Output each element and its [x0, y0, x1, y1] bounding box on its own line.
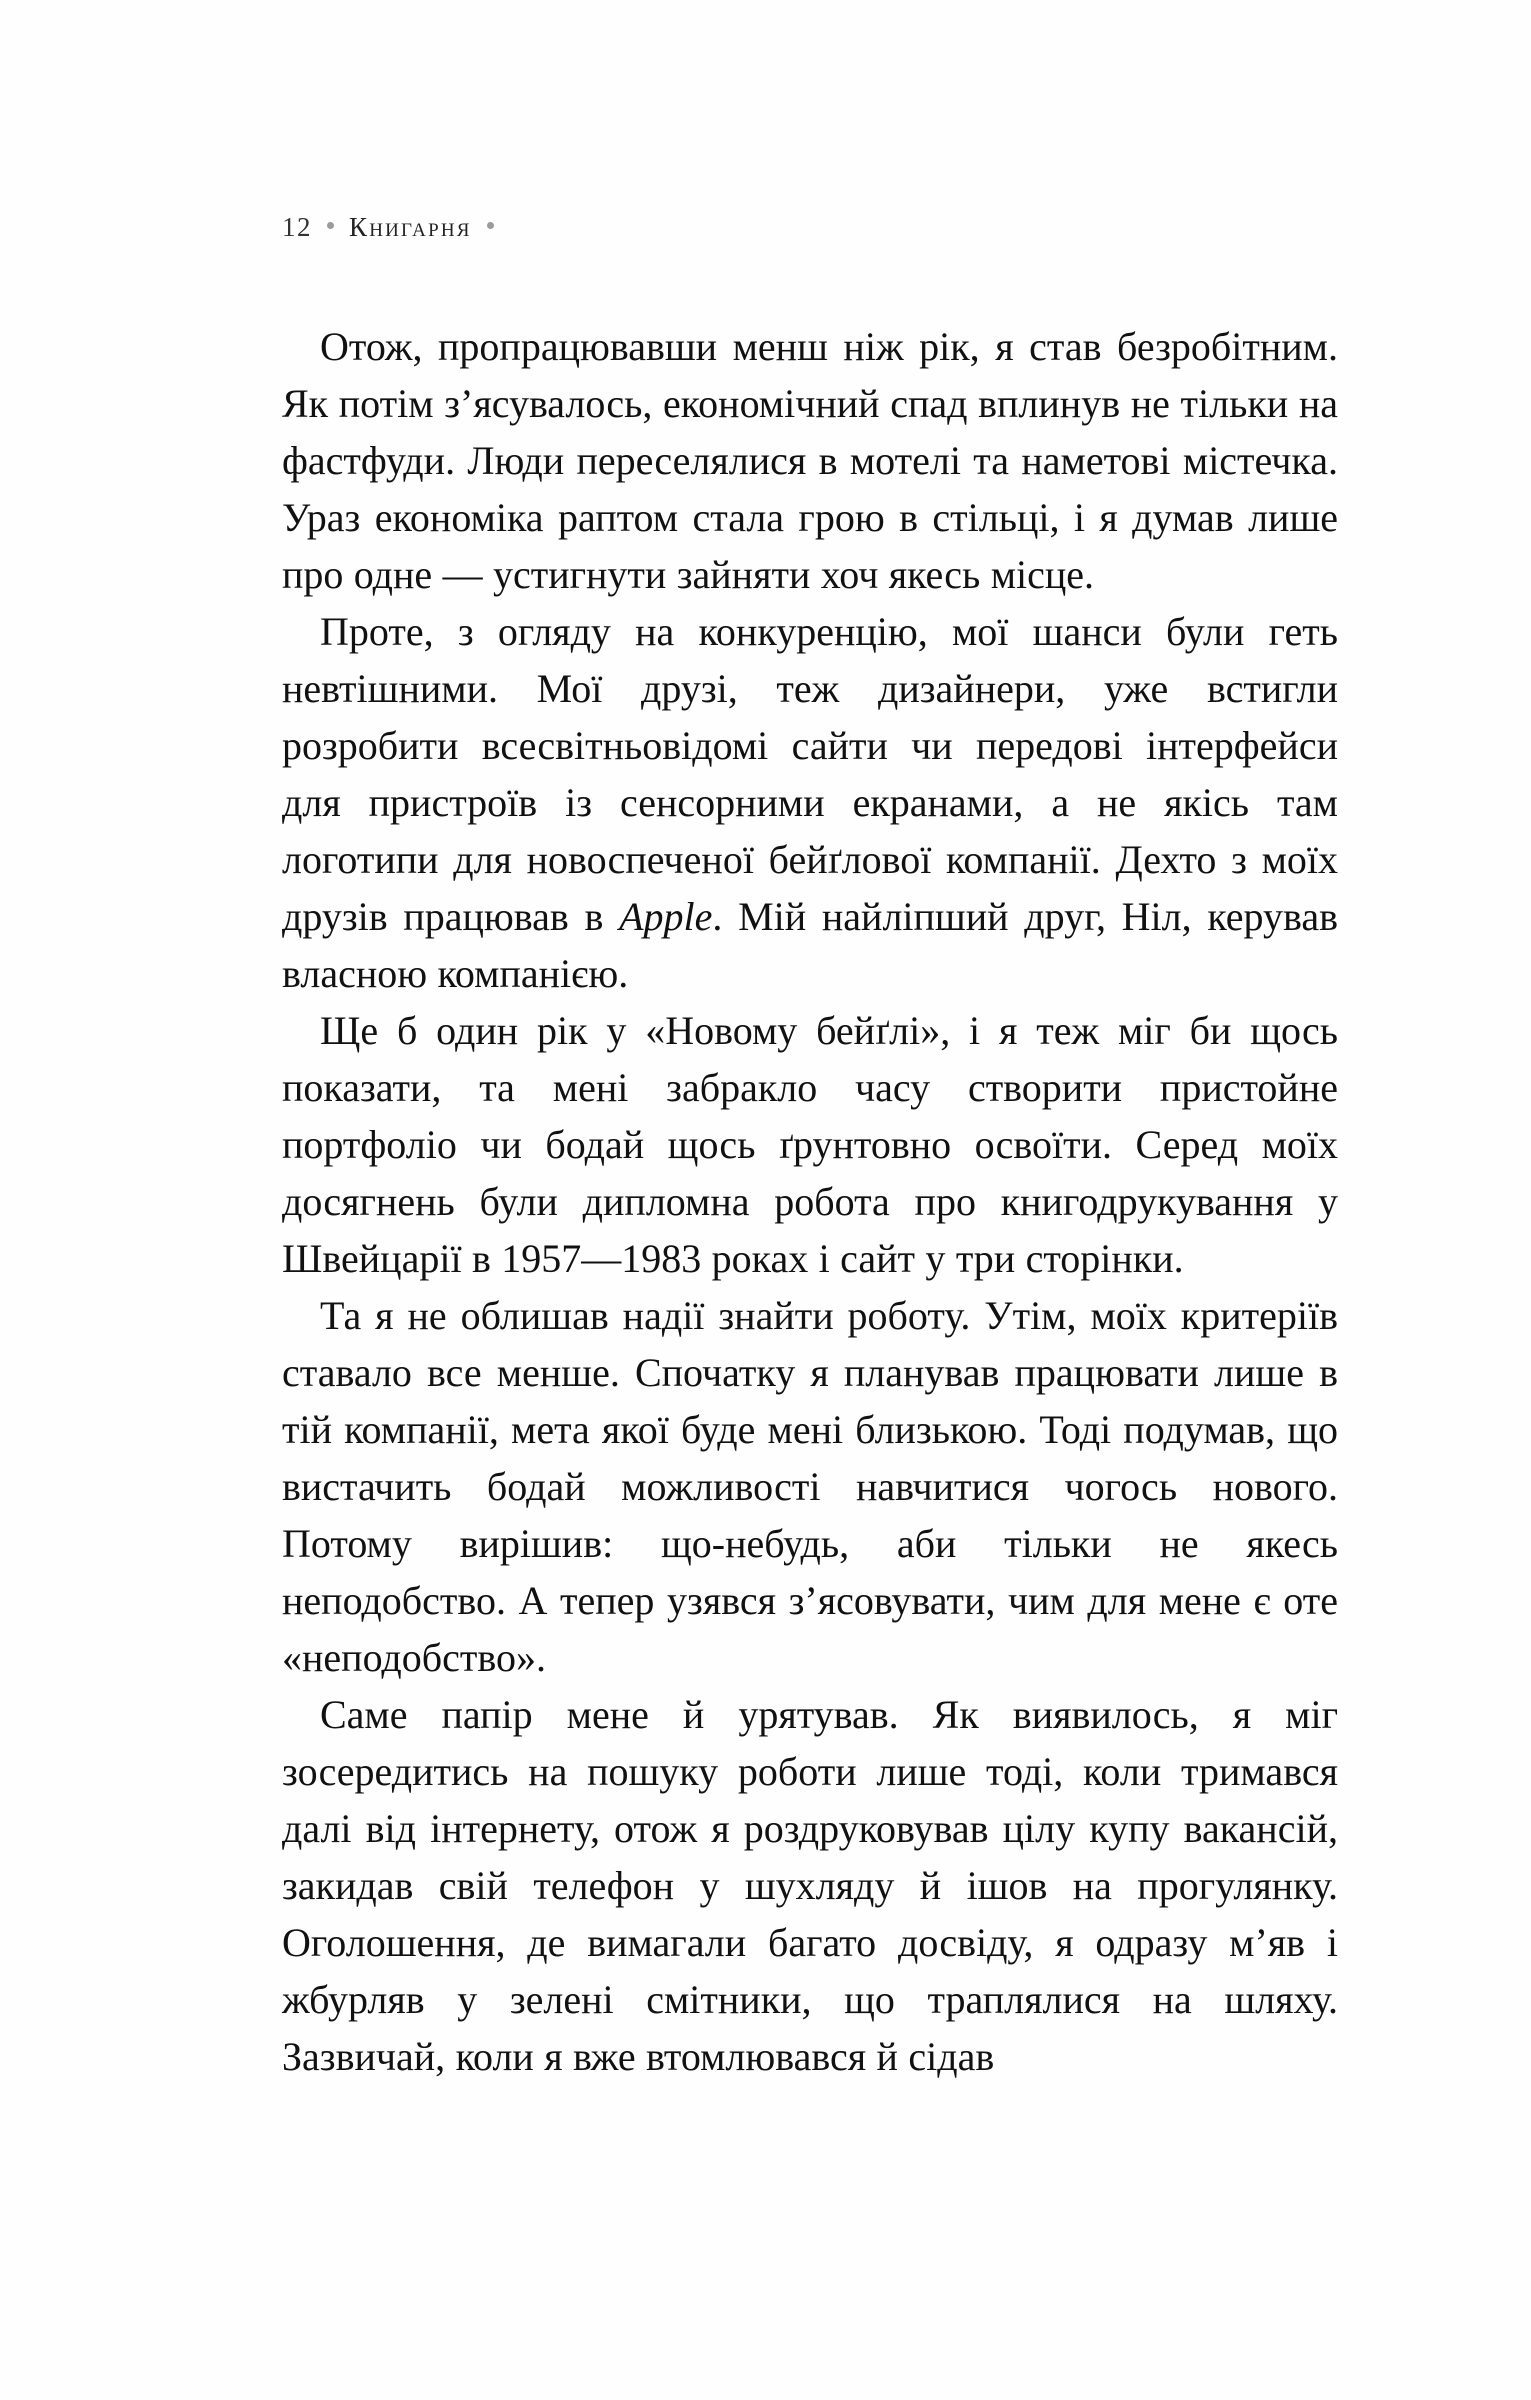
bullet-separator-icon: [327, 222, 334, 229]
paragraph-text: Ще б один рік у «Новому бейґлі», і я теж міг би щось показати, та мені забракло часу створити пристойне портфоліо чи бодай щось ґрунтовно освоїти. Серед моїх досягнень були дипломна робота про книгодрукування у Швейцарії в 1957—1983 роках і сайт у три сторінки.: [282, 1008, 1338, 1281]
running-head: [282, 212, 509, 243]
paragraph-text-tail: . Мій найліпший друг, Ніл, керував власною компанією.: [282, 894, 1338, 996]
body-text: [282, 318, 1338, 2085]
paragraph-text: Саме папір мене й урятував. Як виявилось, я міг зосередитись на пошуку роботи лише тоді, коли тримався далі від інтернету, отож я роздруковував цілу купу вакансій, закидав свій телефон у шухляду й ішов на прогулянку. Оголошення, де вимагали багато досвіду, я одразу м’яв і жбурляв у зелені смітники, що траплялися на шляху. Зазвичай, коли я вже втомлювався й сідав: [282, 1692, 1338, 2079]
paragraph: [282, 603, 1338, 1002]
paragraph-text: Отож, пропрацювавши менш ніж рік, я став безробітним. Як потім з’ясувалось, економічний спад вплинув не тільки на фастфуди. Люди переселялися в мотелі та наметові містечка. Ураз економіка раптом стала грою в стільці, і я думав лише про одне — устигнути зайняти хоч якесь місце.: [282, 324, 1338, 597]
page-number: 12: [282, 212, 312, 242]
paragraph: [282, 1287, 1338, 1686]
paragraph: [282, 318, 1338, 603]
paragraph-text: Проте, з огляду на конкуренцію, мої шанси були геть невтішними. Мої друзі, теж дизайнери, уже встигли розробити всесвітньовідомі сайти чи передові інтерфейси для пристроїв із сенсорними екранами, а не якісь там логотипи для новоспеченої бейґлової компанії. Дехто з моїх друзів працював в: [282, 609, 1338, 939]
paragraph: [282, 1002, 1338, 1287]
book-title: книгарня: [349, 212, 472, 242]
bullet-separator-icon: [487, 222, 494, 229]
paragraph: [282, 1686, 1338, 2085]
paragraph-text: Та я не облишав надії знайти роботу. Утім, моїх критеріїв ставало все менше. Спочатку я планував працювати лише в тій компанії, мета якої буде мені близькою. Тоді подумав, що вистачить бодай можливості навчитися чогось нового. Потому вирішив: що-небудь, аби тільки не якесь неподобство. А тепер узявся з’ясовувати, чим для мене є оте «неподобство».: [282, 1293, 1338, 1680]
emphasized-brand-name: Apple: [619, 894, 713, 939]
